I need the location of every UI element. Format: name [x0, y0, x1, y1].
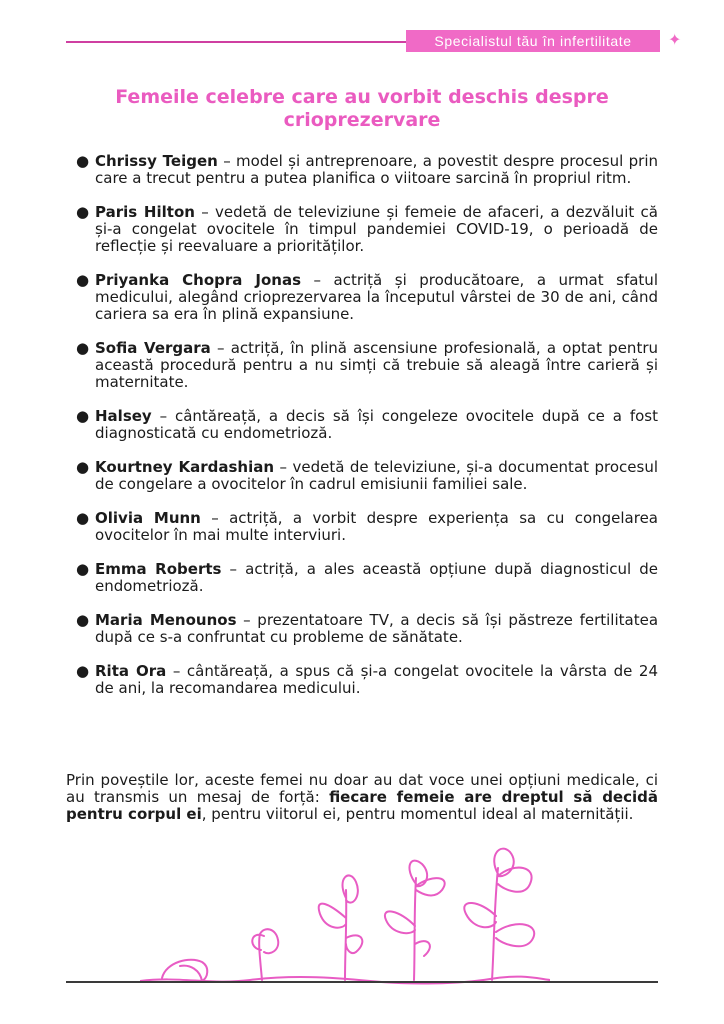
sparkle-icon: ✦	[668, 30, 682, 49]
list-item	[76, 663, 658, 697]
list-item	[76, 408, 658, 442]
item-name: Emma Roberts	[95, 560, 222, 578]
header-badge: Specialistul tău în infertilitate	[406, 30, 660, 52]
closing-text-end: , pentru viitorul ei, pentru momentul ideal al maternității.	[201, 805, 634, 823]
item-name: Halsey	[95, 407, 152, 425]
list-item	[76, 510, 658, 544]
closing-paragraph	[66, 772, 658, 823]
item-text: – actriță, în plină ascensiune profesională, a optat pentru această procedură pentru a nu simți că trebuie să aleagă între carieră și maternitate.	[95, 339, 658, 391]
bullet-icon: ●	[76, 407, 90, 425]
list-item	[76, 612, 658, 646]
bullet-icon: ●	[76, 339, 90, 357]
item-text: – cântăreață, a decis să își congeleze ovocitele după ce a fost diagnosticată cu endometrioză.	[95, 407, 658, 442]
item-name: Paris Hilton	[95, 203, 195, 221]
closing-emphasis: fiecare femeie are dreptul să decidă pentru corpul ei	[66, 788, 658, 823]
item-text: – vedetă de televiziune și femeie de afaceri, a dezvăluit că și-a congelat ovocitele în timpul pandemiei COVID-19, o perioadă de reflecție și reevaluare a priorităților.	[95, 203, 658, 255]
item-name: Olivia Munn	[95, 509, 201, 527]
item-text: – cântăreață, a spus că și-a congelat ovocitele la vârsta de 24 de ani, la recomandarea medicului.	[95, 662, 658, 697]
bullet-icon: ●	[76, 560, 90, 578]
item-text: – actriță, a ales această opțiune după diagnosticul de endometrioză.	[95, 560, 658, 595]
sprout-two	[252, 929, 278, 980]
bullet-icon: ●	[76, 662, 90, 680]
item-name: Priyanka Chopra Jonas	[95, 271, 301, 289]
closing-text-start: Prin poveștile lor, aceste femei nu doar au dat voce unei opțiuni medicale, ci au transmis un mesaj de forță:	[66, 771, 658, 806]
seed-one	[162, 960, 207, 981]
bullet-icon: ●	[76, 152, 90, 170]
item-text: – actriță, a vorbit despre experiența sa cu congelarea ovocitelor în mai multe interviuri.	[95, 509, 658, 544]
footer-rule	[66, 981, 658, 983]
list-item	[76, 153, 658, 187]
plant-three	[319, 875, 363, 980]
plant-four	[385, 861, 445, 980]
plant-five	[464, 849, 534, 980]
item-name: Sofia Vergara	[95, 339, 211, 357]
celebrity-list	[76, 153, 658, 714]
item-name: Rita Ora	[95, 662, 167, 680]
item-text: – actriță și producătoare, a urmat sfatul medicului, alegând crioprezervarea la începutul vârstei de 30 de ani, când cariera sa era în plină expansiune.	[95, 271, 658, 323]
item-name: Chrissy Teigen	[95, 152, 218, 170]
header-rule	[66, 41, 406, 43]
list-item	[76, 204, 658, 255]
bullet-icon: ●	[76, 271, 90, 289]
bullet-icon: ●	[76, 458, 90, 476]
item-text: – model și antreprenoare, a povestit despre procesul prin care a trecut pentru a putea planifica o viitoare sarcină în propriul ritm.	[95, 152, 658, 187]
sprouting-plants-illustration	[140, 838, 550, 988]
item-text: – vedetă de televiziune, și-a documentat procesul de congelare a ovocitelor în cadrul emisiunii familiei sale.	[95, 458, 658, 493]
item-text: – prezentatoare TV, a decis să își păstreze fertilitatea după ce s-a confruntat cu probleme de sănătate.	[95, 611, 659, 646]
list-item	[76, 561, 658, 595]
bullet-icon: ●	[76, 611, 90, 629]
item-name: Maria Menounos	[95, 611, 237, 629]
bullet-icon: ●	[76, 203, 90, 221]
list-item	[76, 340, 658, 391]
item-name: Kourtney Kardashian	[95, 458, 275, 476]
list-item	[76, 459, 658, 493]
page-title: Femeile celebre care au vorbit deschis despre crioprezervare	[115, 86, 609, 131]
bullet-icon: ●	[76, 509, 90, 527]
list-item	[76, 272, 658, 323]
